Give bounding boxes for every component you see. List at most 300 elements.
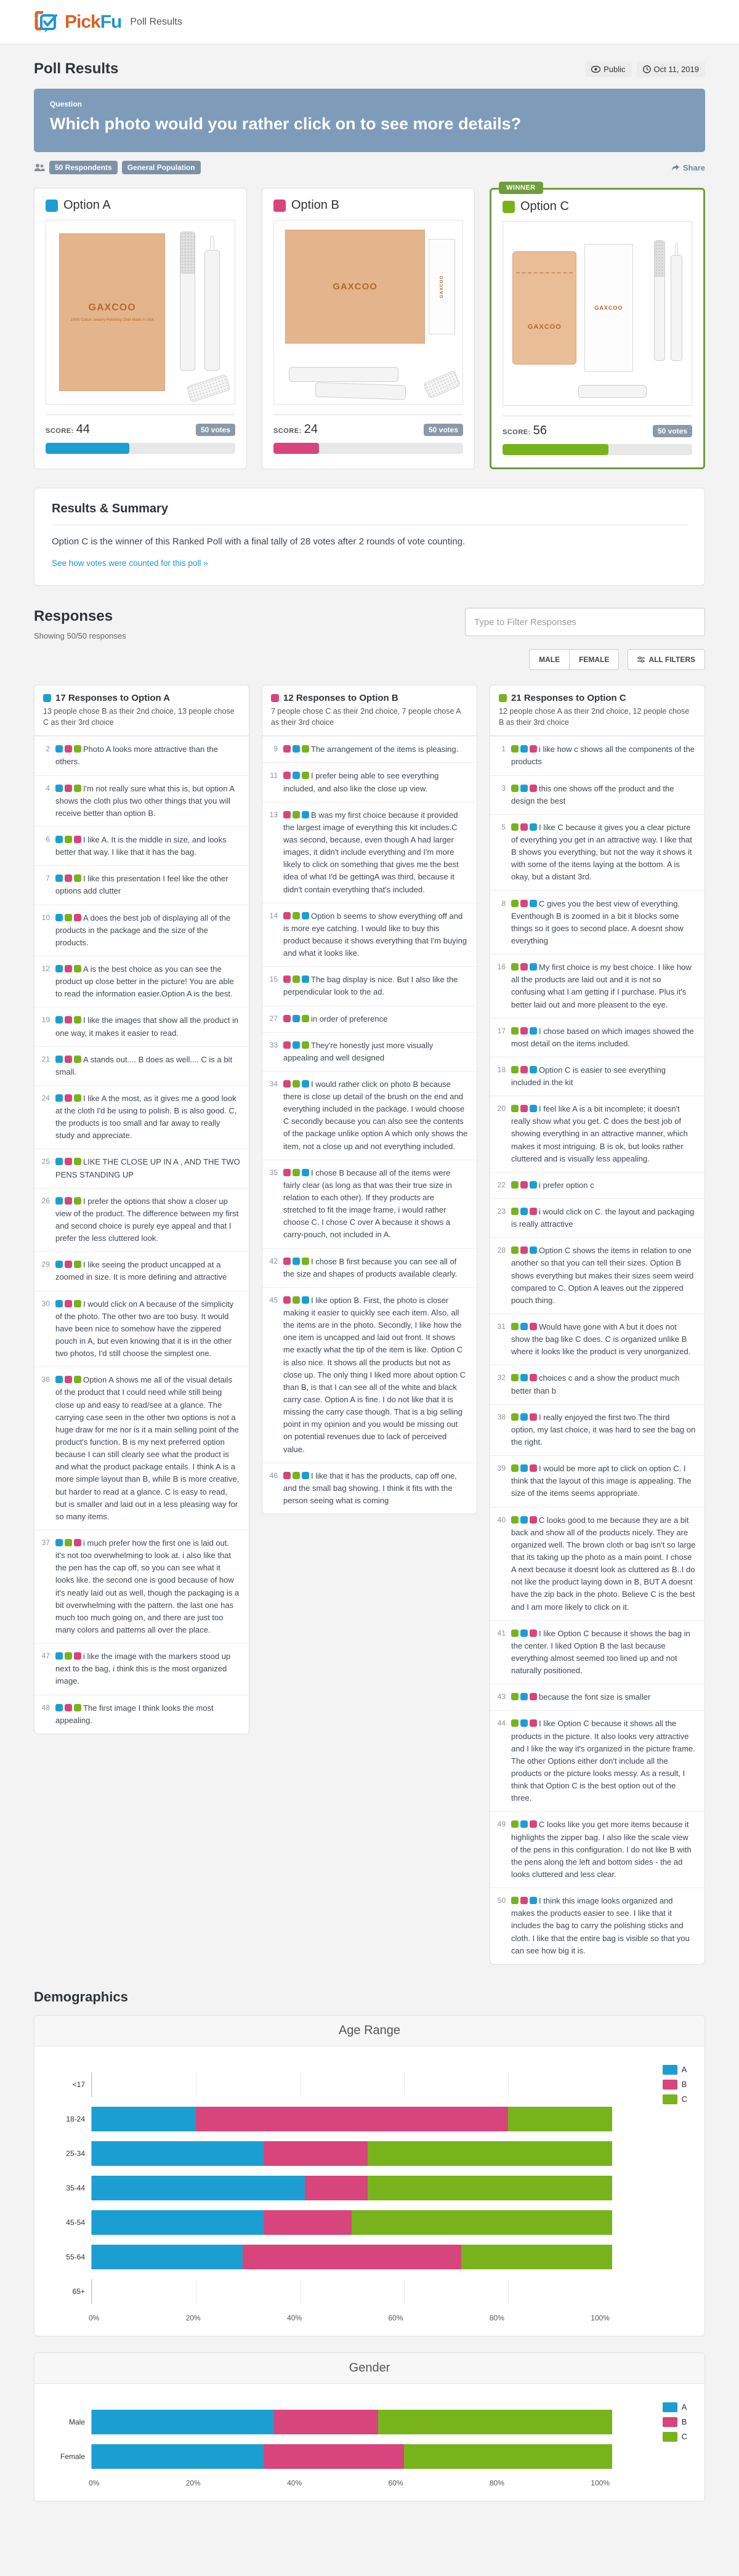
response-body [511, 1411, 696, 1448]
rank-dot-b [530, 785, 537, 792]
response-text: The arrangement of the items is pleasing. [311, 745, 459, 754]
summary-title: Results & Summary [52, 502, 168, 515]
option-a-image[interactable] [46, 220, 235, 405]
winner-tag: WINNER [499, 182, 543, 194]
response-text: I like option B. First, the photo is closer making it easier to quickly see each item. Also, all the items are in the photo. Secondly, I like how the one item is uncapped and laid out front. It shows me exactly what the tip of the item is like. Option C is also nice. It shows all the products but not as close up. The only thing I liked more about option C than B, is that I can see all of the white and black carry case. Option A is fine. I do not like that it is missing the carry case though. That is a big selling point in my opinion and you would be missing out on potential revenues due to lack of perceived value. [283, 1295, 466, 1454]
rank-dot-b [65, 1197, 72, 1205]
rank-dot-a [55, 965, 63, 972]
rank-dot-a [302, 1080, 309, 1088]
response-body [511, 1206, 696, 1230]
rank-dot-a [530, 1027, 537, 1035]
rank-dot-c [511, 785, 519, 792]
rank-dot-b [74, 1652, 81, 1660]
eye-icon [591, 66, 600, 73]
chart-title: Age Range [34, 2016, 705, 2046]
response-body [511, 1463, 696, 1500]
response-text: C looks good to me because they are a bit back and show all of the products nicely. They are organized well. The brown cloth or bag isn't so large that its taking up the photo as a main point. I chose A next because it doesnt look as cluttered as B..I do not like the product laying down in B, BUT A doesnt have the zip back in the photo. Believe C is the best and I am more likely to click on it. [511, 1515, 696, 1612]
response-number: 6 [46, 834, 50, 844]
rank-dot-b [283, 912, 291, 919]
response-text: Photo A looks more attractive than the others. [55, 745, 218, 767]
bar-segment-b[interactable] [264, 2444, 404, 2469]
chart-legend [663, 2402, 687, 2442]
response-text: I'm not really sure what this is, but option A shows the cloth plus two other things that you will receive better than option B. [55, 783, 235, 818]
pen-graphic [315, 382, 406, 400]
x-tick: 100% [591, 2313, 610, 2322]
bar-segment-c[interactable] [461, 2245, 612, 2269]
rank-dot-a [530, 1897, 537, 1904]
x-axis [91, 2314, 612, 2322]
rank-dot-a [55, 874, 63, 882]
response-row [34, 1367, 249, 1530]
rank-dot-b [530, 1820, 537, 1828]
results-summary-card [34, 488, 705, 586]
response-body [511, 1372, 696, 1397]
bar-segment-a[interactable] [92, 2444, 264, 2469]
bar-segment-a[interactable] [92, 2410, 274, 2434]
all-filters-button[interactable]: ALL FILTERS [628, 649, 705, 670]
response-body [283, 910, 468, 960]
response-row [262, 1006, 477, 1032]
rank-dot-a [55, 745, 63, 753]
share-icon [671, 164, 680, 171]
response-text: I prefer the options that show a closer up view of the product. The difference between my first and second choice is purely eye appeal and that I prefer the less cluttered look. [55, 1196, 239, 1243]
rank-dot-c [74, 1094, 81, 1102]
male-filter-button[interactable]: MALE [529, 649, 569, 670]
response-number: 19 [41, 1015, 50, 1025]
response-row [490, 1018, 705, 1057]
response-body [283, 809, 468, 896]
bar-segment-c[interactable] [378, 2410, 612, 2434]
response-number: 41 [497, 1628, 506, 1637]
response-number: 46 [269, 1471, 278, 1480]
rank-dot-a [55, 1539, 63, 1546]
rank-dot-c [511, 1066, 519, 1073]
response-body [283, 974, 468, 998]
response-row [490, 1237, 705, 1314]
response-text: i would click on C. the layout and packaging is really attractive [511, 1207, 695, 1229]
category-label: 18-24 [66, 2114, 85, 2123]
respondents-badge: 50 Respondents [49, 161, 118, 174]
option-b-title: Option B [291, 198, 339, 212]
response-text: i like how c shows all the components of the products [511, 745, 695, 767]
option-card-b [262, 188, 475, 469]
pen-graphic [654, 240, 665, 361]
response-text: I think this image looks organized and makes the products easier to see. I like that it includes the bag to carry the polishing sticks and cloth. I like that the entire bag is visible so that you can see how big it is. [511, 1896, 690, 1955]
rank-dot-c [74, 1056, 81, 1063]
response-number: 35 [269, 1168, 278, 1177]
population-badge: General Population [122, 161, 201, 174]
rank-dot-b [283, 1169, 291, 1176]
response-number: 44 [497, 1719, 506, 1728]
category-label: <17 [72, 2080, 85, 2089]
chart-title: Gender [34, 2353, 705, 2384]
rank-dot-b [283, 772, 291, 779]
rank-dot-b [530, 1208, 537, 1215]
rank-dot-b [74, 1539, 81, 1546]
response-body [283, 1294, 468, 1456]
response-text: I would rather click on photo B because there is close up detail of the brush on the end and everything included in the package. I would choose C secondly because you can also see the contents of the package unlike option A which only shows the item, not a close up and not everything included. [283, 1079, 468, 1151]
bar-segment-b[interactable] [264, 2210, 352, 2235]
response-number: 42 [269, 1256, 278, 1266]
rank-dot-a [530, 1105, 537, 1112]
response-body [283, 770, 468, 794]
rank-dot-c [302, 1041, 309, 1049]
response-text: A is the best choice as you can see the product up close better in the picture! You are able to read the information easier.Option A is the best. [55, 964, 234, 999]
response-text: i much prefer how the first one is laid out. it's not too overwhelming to look at. i also like that the pen has the cap off, so you can see what it looks like. the second one is good because of how it's neatly laid out as well, though the packaging is a bit overwhelming with the pattern. the last one has much too much going on, and there are just too many colors and patterns all over the place. [55, 1538, 240, 1634]
rank-dot-b [520, 1897, 528, 1904]
chart-row [53, 2240, 612, 2274]
response-row [34, 736, 249, 775]
response-number: 1 [501, 745, 506, 754]
response-number: 32 [497, 1373, 506, 1383]
brand-text: GAXCOO [88, 302, 136, 313]
response-text: I feel like A is a bit incomplete; it doesn't really show what you get. C does the best job of showing everything in an attractive manner, which makes it most intriguing. B is ok, but looks rather cluttered and is visually less appealing. [511, 1104, 688, 1163]
rank-dot-b [520, 1027, 528, 1035]
column-subtitle: 13 people chose B as their 2nd choice, 13 people chose C as their 3rd choice [43, 707, 235, 727]
response-body [55, 1054, 240, 1078]
response-body [511, 822, 696, 884]
response-body [55, 912, 240, 949]
response-row [490, 1684, 705, 1710]
rank-dot-b [530, 1413, 537, 1421]
column-header [34, 685, 249, 736]
response-text: B was my first choice because it provided the largest image of everything this kit includes.C was second, because, even though A had larger images, it didn't include everything and I'm more likely to click on something that gives me the best idea of what I'd be gettingA was third, because it didn't contain everything that's included. [283, 810, 459, 894]
responses-count: Showing 50/50 responses [34, 631, 126, 640]
cloth-caption: 100% Cotton Jewelry Polishing Cloth Made in USA [70, 318, 154, 322]
rank-dot-c [293, 1169, 300, 1176]
question-label: Question [50, 100, 83, 108]
response-number: 12 [41, 964, 50, 973]
response-text: C gives you the best view of everything. Eventhough B is zoomed in a bit it blocks some things so it goes to second place. A doesnt show everything [511, 898, 684, 945]
response-text: Option C is easier to see everything included in the kit [511, 1065, 666, 1088]
page-title: Poll Results [34, 60, 119, 77]
response-row [490, 1057, 705, 1096]
response-body [55, 873, 240, 897]
bar-segment-c[interactable] [368, 2141, 612, 2166]
rank-dot-b [520, 1105, 528, 1112]
rank-dot-c [74, 1704, 81, 1711]
rank-dot-a [520, 1629, 528, 1637]
response-text: I like that it has the products, cap off one, and the small bag showing. I think it fits with the person seeing what is coming [283, 1471, 457, 1505]
category-label: 35-44 [66, 2183, 85, 2192]
response-row [262, 966, 477, 1005]
rank-dot-c [511, 823, 519, 831]
response-body [511, 1691, 696, 1703]
pen-cap-graphic [423, 370, 461, 399]
option-card-a [34, 188, 247, 469]
rank-dot-a [520, 1413, 528, 1421]
rank-dot-a [520, 1323, 528, 1330]
response-body [511, 1819, 696, 1881]
legend-item-c: C [663, 2432, 687, 2442]
response-row [490, 1365, 705, 1403]
rank-dot-c [511, 1208, 519, 1215]
x-tick: 60% [388, 2478, 403, 2487]
x-tick: 40% [287, 2478, 302, 2487]
rank-dot-a [55, 1652, 63, 1660]
response-row [490, 1888, 705, 1964]
share-link[interactable]: Share [671, 163, 705, 172]
response-number: 34 [269, 1079, 278, 1088]
response-number: 28 [497, 1246, 506, 1255]
bar-segment-b[interactable] [274, 2410, 378, 2434]
summary-text: Option C is the winner of this Ranked Poll with a final tally of 28 votes after 2 rounds of vote counting. [52, 536, 466, 547]
rank-dot-c [74, 1376, 81, 1383]
bar-segment-a[interactable] [92, 2107, 196, 2131]
rank-dot-a [520, 1464, 528, 1472]
x-tick: 20% [185, 2478, 201, 2487]
response-body [283, 1470, 468, 1507]
category-label: 25-34 [66, 2149, 85, 2158]
column-title: 17 Responses to Option A [55, 693, 171, 703]
response-body [55, 1092, 240, 1142]
response-body [55, 963, 240, 1000]
people-icon [34, 163, 45, 172]
rank-dot-c [511, 745, 519, 753]
response-row [490, 890, 705, 955]
column-subtitle: 7 people chose C as their 2nd choice, 7 people chose A as their 3rd choice [271, 707, 461, 727]
response-number: 40 [497, 1515, 506, 1524]
legend-item-b: B [663, 2080, 687, 2089]
response-number: 11 [270, 771, 278, 780]
bar-segment-c[interactable] [404, 2444, 612, 2469]
x-tick: 60% [388, 2313, 403, 2322]
response-body [55, 1195, 240, 1245]
rank-dot-a [55, 785, 63, 792]
rank-dot-c [293, 1472, 300, 1479]
response-body [55, 1702, 240, 1727]
rank-dot-c [302, 1258, 309, 1265]
rank-dot-c [74, 1300, 81, 1307]
response-row [490, 814, 705, 890]
response-row [34, 1149, 249, 1187]
rank-dot-b [530, 1516, 537, 1524]
bar-segment-a[interactable] [92, 2245, 243, 2269]
rank-dot-c [511, 963, 519, 971]
response-row [34, 1188, 249, 1252]
response-text: Would have gone with A but it does not show the bag like C does. C is organized unlike B where it looks like the product is very unorganized. [511, 1322, 691, 1357]
chart-row [53, 2205, 612, 2240]
response-body [511, 1628, 696, 1678]
rank-dot-a [55, 1158, 63, 1165]
option-b-votes-badge: 50 votes [424, 424, 463, 436]
rank-dot-a [55, 1704, 63, 1711]
rank-dot-a [55, 1094, 63, 1102]
response-text: because the font size is smaller [539, 1692, 651, 1702]
response-row [490, 736, 705, 775]
rank-dot-a [530, 963, 537, 971]
score-label: SCORE: [46, 427, 74, 435]
rank-dot-a [293, 1041, 300, 1049]
chart-body [34, 2046, 705, 2336]
bar-segment-c[interactable] [508, 2107, 612, 2131]
response-number: 18 [497, 1065, 506, 1074]
response-row [34, 826, 249, 865]
response-body [55, 1374, 240, 1523]
x-tick: 0% [89, 2478, 100, 2487]
response-body [511, 1064, 696, 1089]
response-number: 48 [41, 1703, 50, 1712]
rank-dot-a [55, 1376, 63, 1383]
vote-counting-link[interactable]: See how votes were counted for this poll » [52, 559, 208, 568]
rank-dot-a [302, 1472, 309, 1479]
polishing-cloth-graphic [59, 233, 164, 391]
rank-dot-a [302, 1169, 309, 1176]
rank-dot-a [530, 1246, 537, 1254]
rank-dot-b [530, 1323, 537, 1330]
column-subtitle: 12 people chose A as their 2nd choice, 12 people chose B as their 3rd choice [499, 707, 690, 727]
rank-dot-c [74, 1016, 81, 1024]
chart-row [53, 2405, 612, 2439]
response-number: 30 [41, 1299, 50, 1308]
response-number: 49 [497, 1820, 506, 1829]
bar-segment-c[interactable] [368, 2176, 612, 2200]
response-body [511, 1718, 696, 1804]
response-text: I like Option C because it shows the bag in the center. I liked Option B the last because everything almost seemed too lined up and not naturally positioned. [511, 1628, 690, 1676]
option-c-swatch [503, 201, 515, 213]
rank-dot-b [65, 1056, 72, 1063]
response-text: LIKE THE CLOSE UP IN A , AND THE TWO PENS STANDING UP [55, 1157, 240, 1179]
response-row [262, 762, 477, 801]
option-swatch [43, 694, 51, 702]
response-body [55, 1156, 240, 1181]
bar-segment-b[interactable] [243, 2245, 461, 2269]
response-number: 37 [41, 1538, 50, 1547]
response-text: I would be more apt to click on option C. I think that the layout of this image is appealing. The size of the items seems appropriate. [511, 1464, 692, 1498]
rank-dot-c [293, 912, 300, 919]
response-row [34, 1007, 249, 1046]
response-row [262, 1071, 477, 1160]
pen-graphic [289, 367, 398, 382]
response-row [262, 1160, 477, 1248]
column-title: 12 Responses to Option B [283, 693, 398, 703]
chart-row [53, 2067, 612, 2102]
score-label: SCORE: [273, 427, 302, 435]
response-row [34, 1643, 249, 1694]
option-b-score: 24 [304, 422, 318, 436]
response-row [34, 775, 249, 826]
zipper-pouch-graphic: GAXCOO [512, 251, 576, 365]
response-number: 16 [497, 963, 506, 972]
category-label: Female [60, 2452, 85, 2461]
response-text: I would click on A because of the simplicity of the photo. The other two are too busy. It would have been nice to somehow have the zippered pouch in A, but even knowing that it is in the other two photos, I'd still choose the simplest one. [55, 1299, 234, 1359]
response-text: I like the images that show all the product in one way, it makes it easier to read. [55, 1015, 239, 1038]
rank-dot-a [55, 1056, 63, 1063]
rank-dot-a [302, 975, 309, 983]
question-text: Which photo would you rather click on to see more details? [50, 115, 522, 133]
response-row [490, 1620, 705, 1684]
rank-dot-a [55, 1261, 63, 1268]
bar-segment-c[interactable] [352, 2210, 612, 2235]
response-number: 17 [497, 1026, 506, 1035]
response-row [262, 802, 477, 903]
pen-cap-graphic [186, 374, 230, 403]
response-text: I like this presentation I feel like the other options add clutter [55, 874, 228, 896]
response-row [262, 736, 477, 762]
visibility-badge: Public [585, 62, 631, 77]
filter-responses-input[interactable] [465, 608, 705, 636]
response-body [511, 783, 696, 807]
rank-dot-b [283, 745, 291, 753]
rank-dot-a [55, 1016, 63, 1024]
bar-segment-a[interactable] [92, 2141, 264, 2166]
bar-segment-a[interactable] [92, 2176, 305, 2200]
rank-dot-a [530, 1066, 537, 1073]
chart-row [53, 2171, 612, 2205]
option-b-swatch [273, 200, 286, 212]
rank-dot-c [511, 1181, 519, 1189]
response-number: 14 [269, 911, 278, 920]
pickfu-logo[interactable] [34, 11, 121, 33]
response-body [511, 743, 696, 768]
option-b-image[interactable] [273, 220, 463, 405]
response-row [490, 1811, 705, 1888]
rank-dot-b [520, 1181, 528, 1189]
column-header [262, 685, 477, 736]
rank-dot-c [74, 1158, 81, 1165]
rank-dot-c [74, 1261, 81, 1268]
response-body [511, 1103, 696, 1165]
response-number: 10 [41, 913, 50, 922]
bar-segment-b[interactable] [196, 2107, 508, 2131]
bar-segment-b[interactable] [264, 2141, 368, 2166]
response-text: Option A shows me all of the visual details of the product that I could need while still being close up and easy to read/see at a glance. The carrying case seen in the other two options is not a huge draw for me nor is it a main selling point of the product's function. B is my next preferred option because I can still clearly see what the product is and what the product package entails. I think A is a more simple layout than B, while B is more creative, but harder to read at a glance. C is easy to read, but is smaller and laid out in a less pleasing way for so many items. [55, 1375, 240, 1521]
response-number: 36 [41, 1375, 50, 1384]
response-number: 38 [497, 1412, 506, 1421]
rank-dot-a [520, 785, 528, 792]
option-c-image[interactable] [503, 221, 692, 406]
response-text: C looks like you get more items because it highlights the zipper bag. I also like the scale view of the pens in this configuration. I do not like B with the pens along the left and bottom sides - the ad looks cluttered and less clear. [511, 1820, 692, 1879]
rank-dot-a [520, 1693, 528, 1700]
chart-row [53, 2274, 612, 2309]
response-body [55, 1298, 240, 1360]
rank-dot-b [74, 914, 81, 921]
response-body [55, 834, 240, 858]
response-row [490, 1507, 705, 1620]
column-title: 21 Responses to Option C [511, 693, 626, 703]
box-graphic: GAXCOO [429, 239, 455, 334]
response-row [34, 865, 249, 904]
response-number: 23 [497, 1207, 506, 1216]
option-a-votes-badge: 50 votes [196, 424, 235, 436]
response-number: 33 [269, 1040, 278, 1049]
response-body [511, 1179, 696, 1192]
date-badge: Oct 11, 2019 [637, 62, 705, 77]
bar-segment-b[interactable] [305, 2176, 367, 2200]
option-a-score-bar [46, 443, 235, 454]
rank-dot-a [55, 1300, 63, 1307]
rank-dot-c [511, 1464, 519, 1472]
pen-graphic [671, 255, 682, 361]
x-tick: 20% [185, 2313, 201, 2322]
age-range-chart-card [34, 2015, 705, 2336]
response-text: in order of preference [311, 1014, 388, 1024]
rank-dot-c [511, 1516, 519, 1524]
rank-dot-a [302, 811, 309, 818]
brand-text: GAXCOO [333, 281, 378, 292]
bar-segment-a[interactable] [92, 2210, 264, 2235]
option-swatch [499, 694, 507, 702]
response-number: 39 [497, 1464, 506, 1473]
rank-dot-c [65, 914, 72, 921]
response-body [283, 1167, 468, 1242]
rank-dot-c [293, 975, 300, 983]
score-label: SCORE: [503, 429, 531, 436]
polishing-cloth-graphic [285, 230, 424, 344]
female-filter-button[interactable]: FEMALE [569, 649, 619, 670]
response-row [490, 1198, 705, 1237]
nav-subtitle: Poll Results [130, 16, 182, 27]
